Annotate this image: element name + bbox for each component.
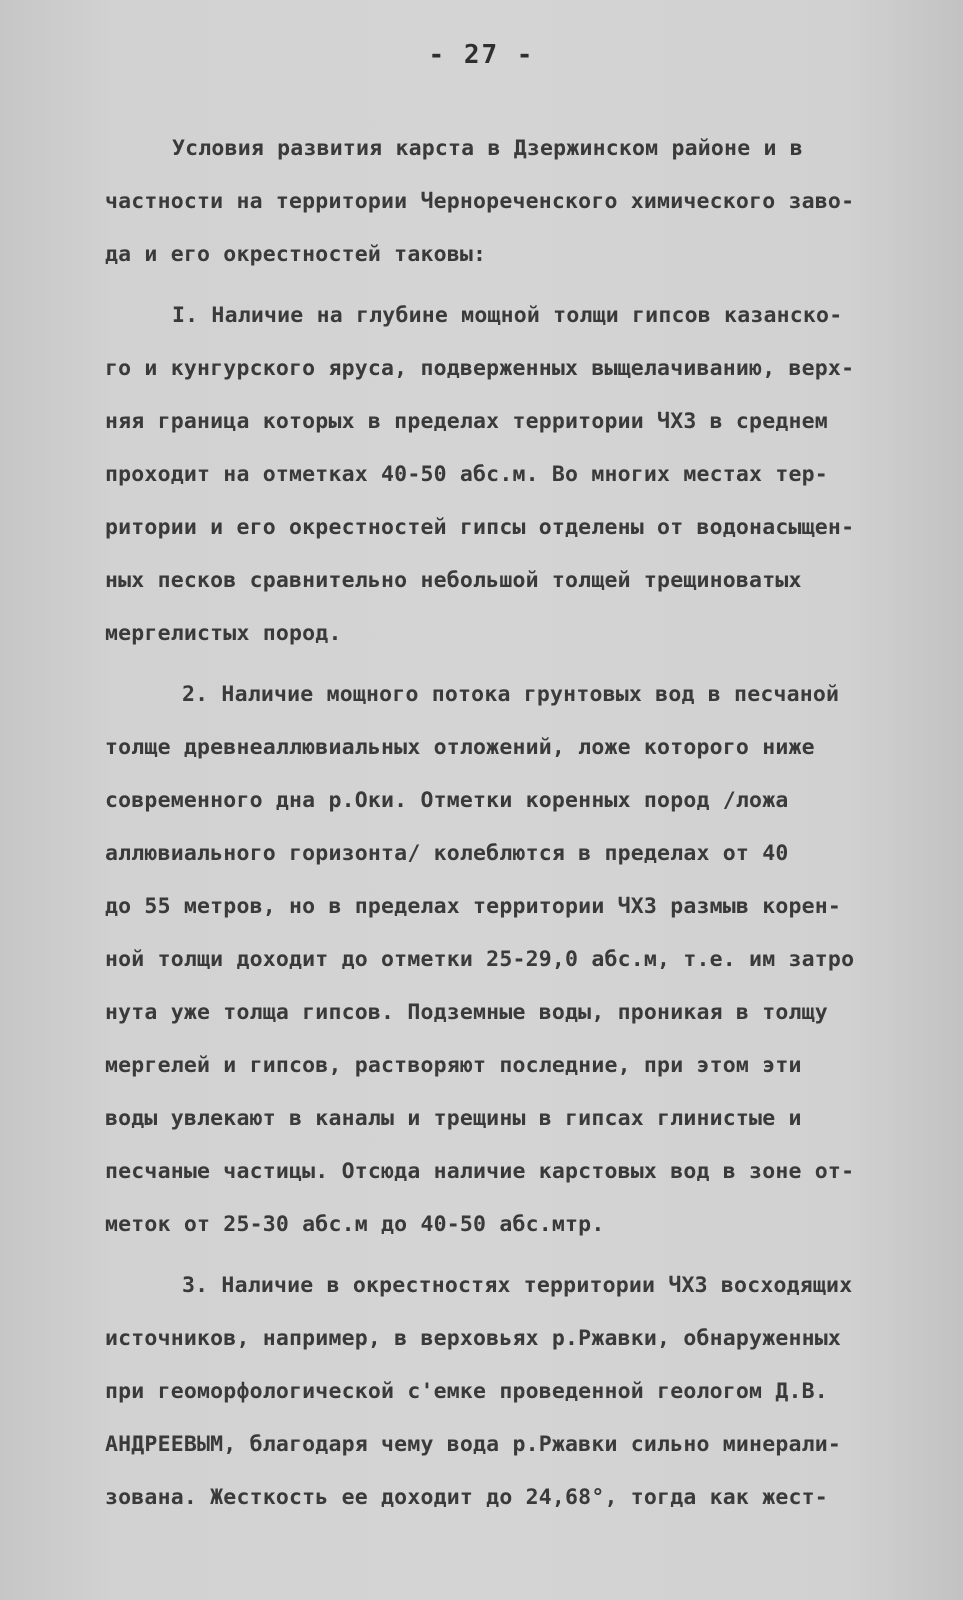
text-line: нута уже толща гипсов. Подземные воды, проникая в толщу [105,1000,828,1025]
text-line: современного дна р.Оки. Отметки коренных пород /ложа [105,788,789,813]
text-line: песчаные частицы. Отсюда наличие карстовых вод в зоне от- [105,1159,855,1184]
text-line: при геоморфологической с'емке проведенной геологом Д.В. [105,1379,828,1404]
text-line: 2. Наличие мощного потока грунтовых вод в песчаной [182,682,840,707]
text-line: проходит на отметках 40-50 абс.м. Во многих местах тер- [105,462,828,487]
text-line: мергелистых пород. [105,621,342,646]
text-line: АНДРЕЕВЫМ, благодаря чему вода р.Ржавки сильно минерали- [105,1432,842,1457]
text-line: 3. Наличие в окрестностях территории ЧХЗ восходящих [182,1273,853,1298]
text-line: ной толщи доходит до отметки 25-29,0 абс.м, т.е. им затро [105,947,855,972]
text-line: ритории и его окрестностей гипсы отделены от водонасыщен- [105,515,855,540]
text-line: Условия развития карста в Дзержинском районе и в [172,136,803,161]
text-line: I. Наличие на глубине мощной толщи гипсов казанско- [172,303,843,328]
page-number: - 27 - [428,40,535,70]
text-line: воды увлекают в каналы и трещины в гипсах глинистые и [105,1106,802,1131]
document-body [105,122,945,1524]
text-line: толще древнеаллювиальных отложений, ложе которого ниже [105,735,815,760]
text-line: до 55 метров, но в пределах территории ЧХЗ размыв корен- [105,894,842,919]
text-line: да и его окрестностей таковы: [105,242,487,267]
text-line: мергелей и гипсов, растворяют последние, при этом эти [105,1053,802,1078]
text-line: меток от 25-30 абс.м до 40-50 абс.мтр. [105,1212,605,1237]
text-line: ных песков сравнительно небольшой толщей трещиноватых [105,568,802,593]
text-line: зована. Жесткость ее доходит до 24,68°, тогда как жест- [105,1485,828,1510]
text-line: няя граница которых в пределах территории ЧХЗ в среднем [105,409,828,434]
text-line: го и кунгурского яруса, подверженных выщелачиванию, верх- [105,356,855,381]
text-line: аллювиального горизонта/ колеблются в пределах от 40 [105,841,789,866]
text-line: частности на территории Чернореченского химического заво- [105,189,855,214]
text-line: источников, например, в верховьях р.Ржавки, обнаруженных [105,1326,842,1351]
